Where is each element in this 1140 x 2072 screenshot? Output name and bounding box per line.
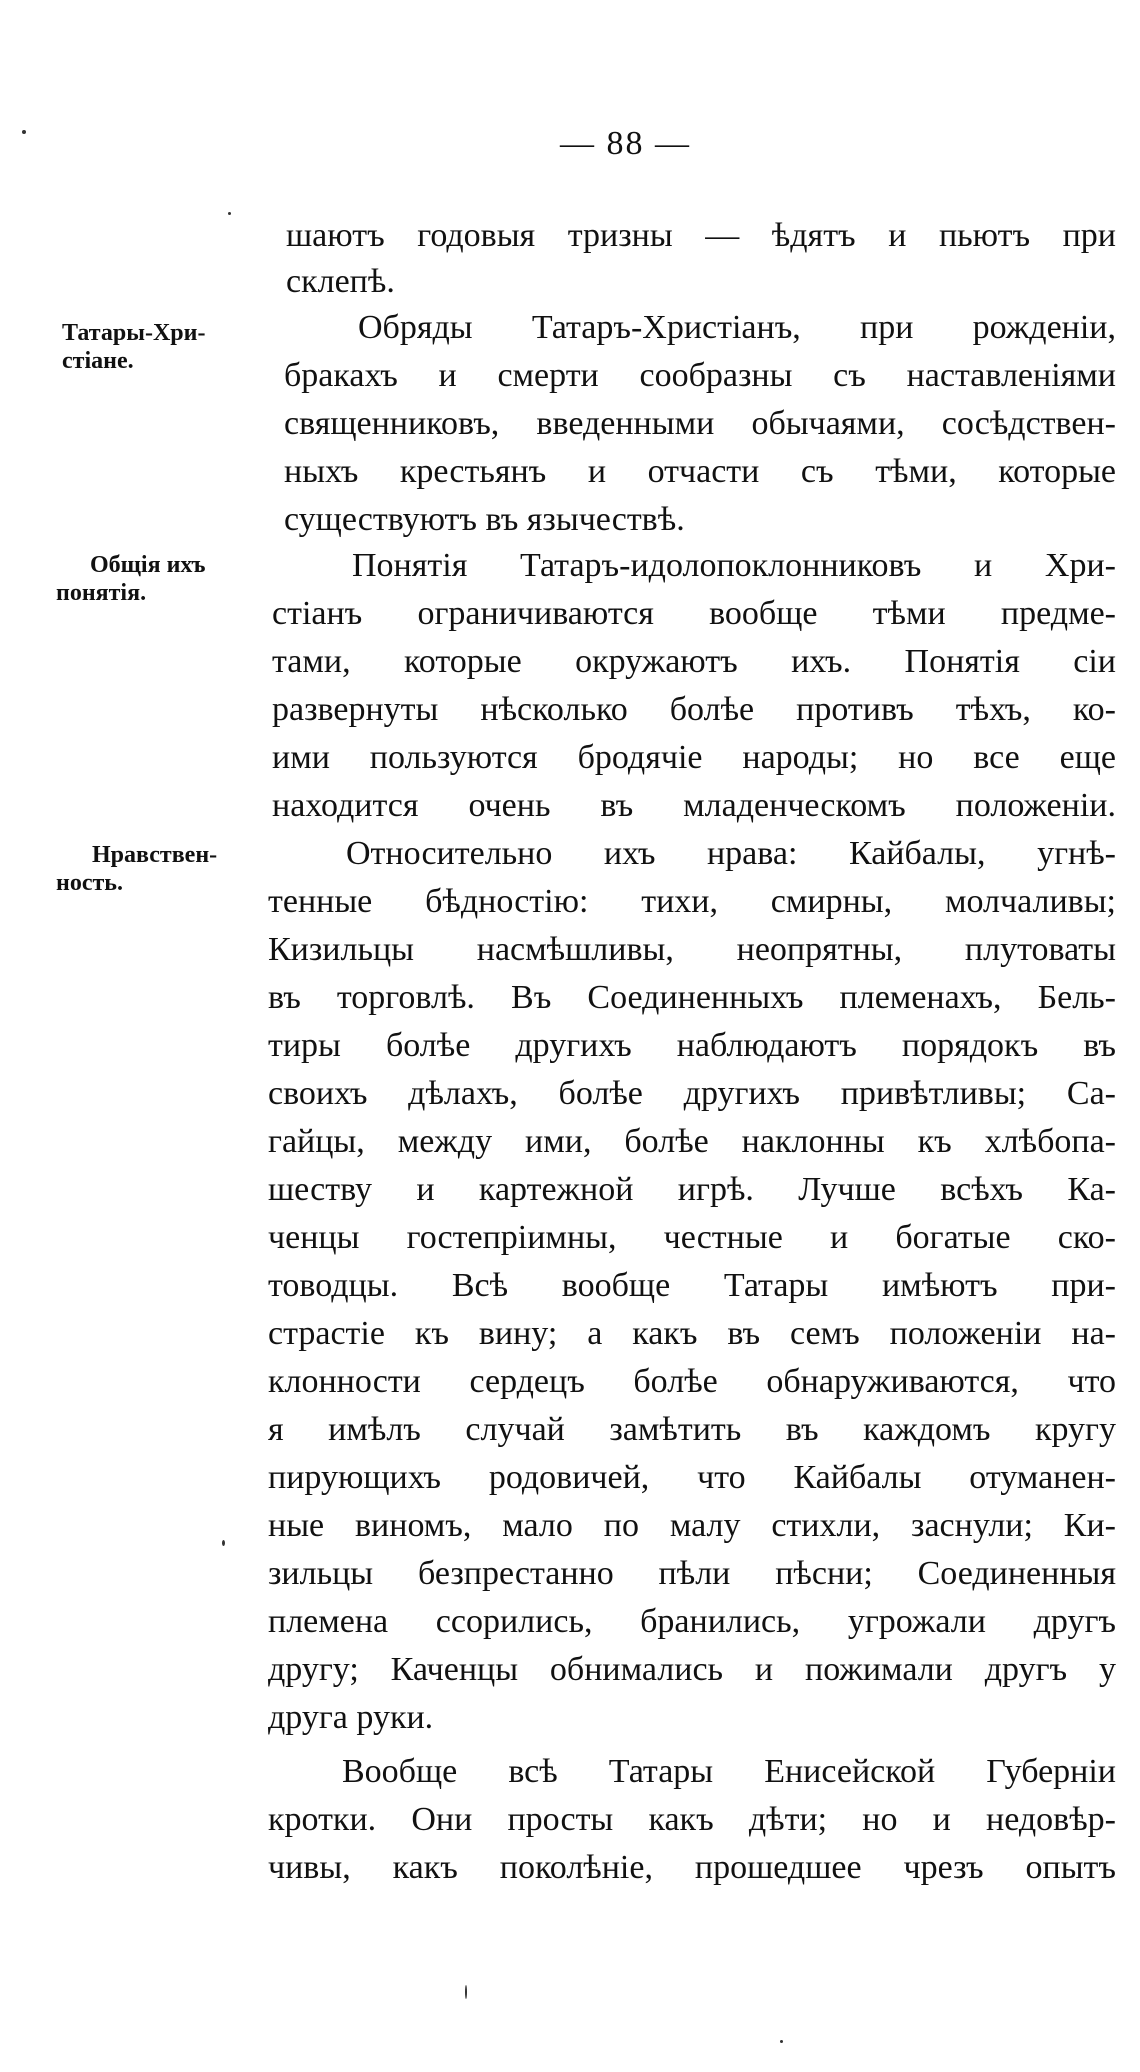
text-line: развернуты нѣсколько болѣе противъ тѣхъ, ко- <box>272 691 1116 728</box>
scan-speck <box>222 1540 225 1546</box>
text-line: ные виномъ, мало по малу стихли, заснули; Ки- <box>268 1507 1116 1544</box>
text-line: клонности сердецъ болѣе обнаруживаются, что <box>268 1363 1116 1400</box>
text-line: друга руки. <box>268 1699 434 1736</box>
text-line: зильцы безпрестанно пѣли пѣсни; Соединенныя <box>268 1555 1116 1592</box>
text-line: я имѣлъ случай замѣтить въ каждомъ кругу <box>268 1411 1116 1448</box>
text-line: ченцы гостепрiимны, честные и богатые ско- <box>268 1219 1116 1256</box>
text-line: ныхъ крестьянъ и отчасти съ тѣми, которые <box>284 453 1116 490</box>
margin-note-line: Нравствен- <box>92 842 218 868</box>
text-line: страстiе къ вину; а какъ въ семъ положенiи на- <box>268 1315 1116 1352</box>
text-line: находится очень въ младенческомъ положенiи. <box>272 787 1116 824</box>
margin-note-line: ность. <box>56 870 123 896</box>
text-line: склепѣ. <box>286 263 395 300</box>
text-line: священниковъ, введенными обычаями, сосѣдствен- <box>284 405 1116 442</box>
text-line: тиры болѣе другихъ наблюдаютъ порядокъ въ <box>268 1027 1116 1064</box>
text-line: гайцы, между ими, болѣе наклонны къ хлѣбопа- <box>268 1123 1116 1160</box>
text-line: бракахъ и смерти сообразны съ наставленiями <box>284 357 1116 394</box>
text-line: шаютъ годовыя тризны — ѣдятъ и пьютъ при <box>286 217 1116 254</box>
margin-note-line: Общiя ихъ <box>90 552 206 578</box>
text-line: племена ссорились, бранились, угрожали другъ <box>268 1603 1116 1640</box>
text-line: шеству и картежной игрѣ. Лучше всѣхъ Ка- <box>268 1171 1116 1208</box>
margin-note-line: Татары-Хри- <box>62 320 206 346</box>
text-line: въ торговлѣ. Въ Соединенныхъ племенахъ, Бель- <box>268 979 1116 1016</box>
text-line: Кизильцы насмѣшливы, неопрятны, плутоваты <box>268 931 1116 968</box>
text-line: Вообще всѣ Татары Енисейской Губернiи <box>342 1753 1116 1790</box>
text-line: пирующихъ родовичей, что Кайбалы отуманен- <box>268 1459 1116 1496</box>
text-line: тенные бѣдностiю: тихи, смирны, молчаливы; <box>268 883 1116 920</box>
text-line: ими пользуются бродячiе народы; но все еще <box>272 739 1116 776</box>
text-line: стiанъ ограничиваются вообще тѣми предме- <box>272 595 1116 632</box>
text-line: кротки. Они просты какъ дѣти; но и недовѣр- <box>268 1801 1116 1838</box>
margin-note-line: стiане. <box>62 348 134 374</box>
text-line: существуютъ въ язычествѣ. <box>284 501 685 538</box>
text-line: Обряды Татаръ-Христiанъ, при рожденiи, <box>358 309 1116 346</box>
scan-speck <box>465 1985 467 1999</box>
text-line: товодцы. Всѣ вообще Татары имѣютъ при- <box>268 1267 1116 1304</box>
margin-note-line: понятiя. <box>56 580 147 606</box>
text-line: чивы, какъ поколѣнiе, прошедшее чрезъ опытъ <box>268 1849 1116 1886</box>
text-line: другу; Каченцы обнимались и пожимали другъ у <box>268 1651 1116 1688</box>
scan-speck <box>228 212 231 215</box>
text-line: своихъ дѣлахъ, болѣе другихъ привѣтливы; Са- <box>268 1075 1116 1112</box>
page-number: — 88 — <box>560 125 691 162</box>
text-line: Относительно ихъ нрава: Кайбалы, угнѣ- <box>346 835 1116 872</box>
scan-speck <box>22 130 26 134</box>
text-line: тами, которые окружаютъ ихъ. Понятiя сiи <box>272 643 1116 680</box>
scan-speck <box>780 2040 783 2043</box>
text-line: Понятiя Татаръ-идолопоклонниковъ и Хри- <box>352 547 1116 584</box>
